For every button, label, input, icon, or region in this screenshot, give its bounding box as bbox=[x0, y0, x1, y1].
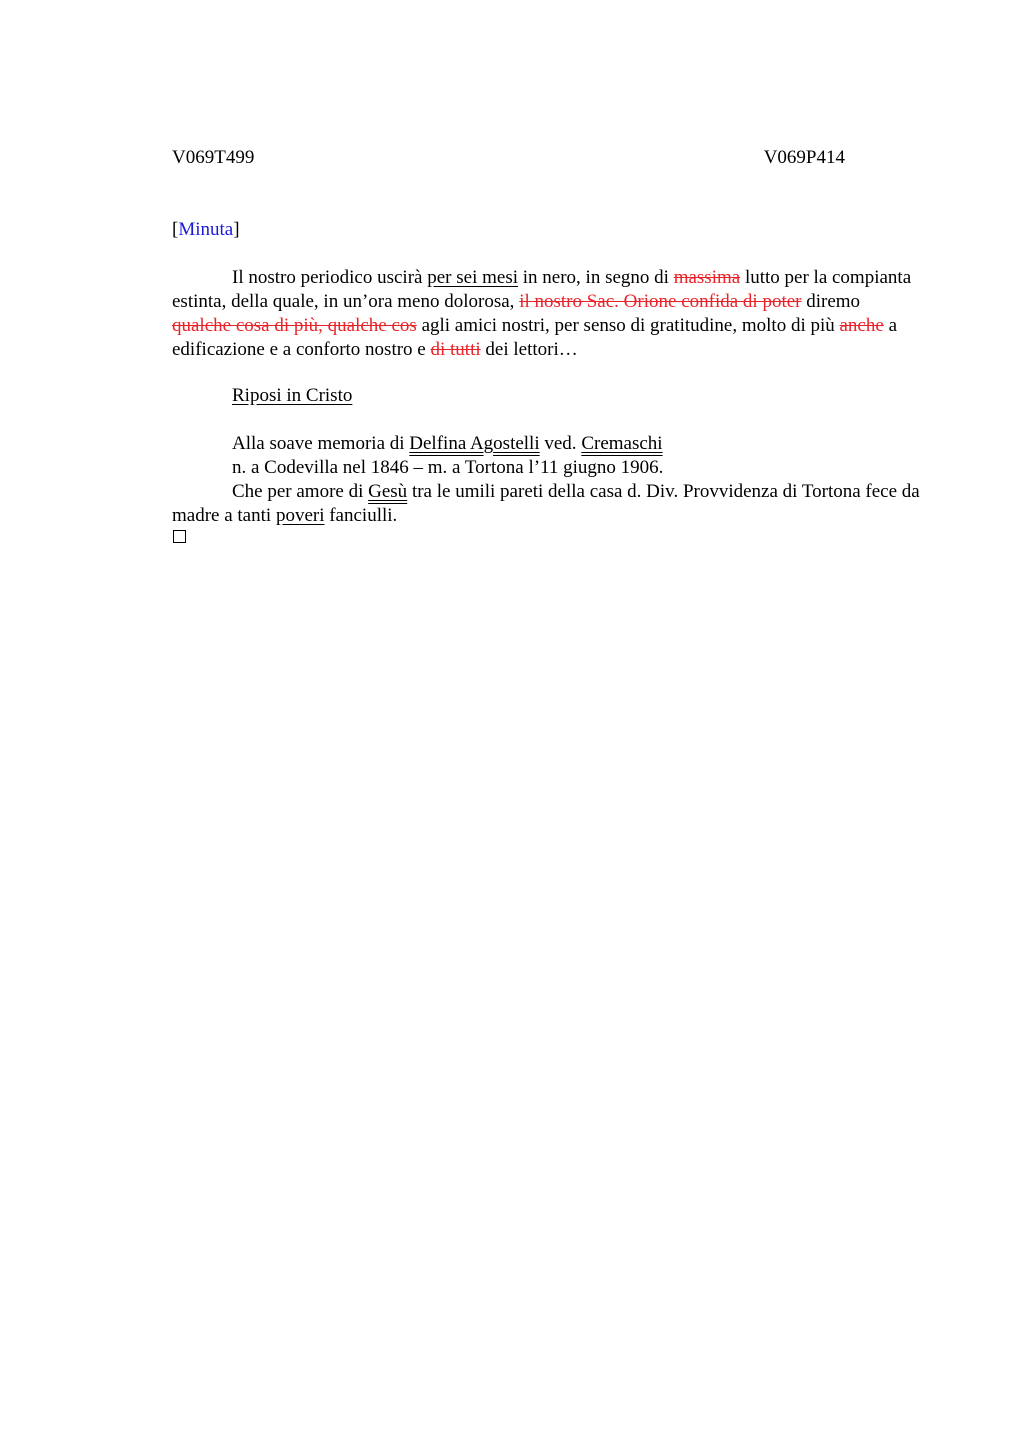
text-segment: agli amici nostri, per senso di gratitudine, molto di più bbox=[416, 315, 840, 336]
double-underlined-text: Gesù bbox=[368, 481, 408, 502]
deleted-text: massima bbox=[673, 267, 741, 288]
memorial-block bbox=[172, 432, 922, 528]
text-segment: Il nostro periodico uscirà bbox=[232, 267, 428, 288]
text-segment: Alla soave memoria di bbox=[232, 433, 410, 454]
heading-text: Riposi in Cristo bbox=[232, 385, 353, 406]
memorial-line-2: n. a Codevilla nel 1846 – m. a Tortona l’11 giugno 1906. bbox=[232, 457, 664, 478]
minuta-label-line bbox=[172, 219, 240, 241]
text-segment: tra le umili pareti della casa d. Div. Provvidenza di Tortona fece da madre a tanti bbox=[172, 481, 920, 526]
deleted-text: anche bbox=[839, 315, 884, 336]
deleted-text: di tutti bbox=[430, 339, 481, 360]
text-segment: ved. bbox=[539, 433, 582, 454]
text-segment: diremo bbox=[801, 291, 861, 312]
memorial-line-3 bbox=[172, 480, 922, 528]
text-segment: fanciulli. bbox=[324, 505, 398, 526]
underlined-text: per sei mesi bbox=[427, 267, 518, 288]
section-heading bbox=[232, 385, 352, 407]
text-segment: lutto per la compianta estinta, della quale, in un’ora meno dolorosa, bbox=[172, 267, 912, 312]
paragraph-periodico bbox=[172, 266, 922, 362]
text-segment: a edificazione e a conforto nostro e bbox=[172, 315, 897, 360]
open-bracket: [ bbox=[172, 219, 179, 240]
memorial-line-1 bbox=[172, 432, 922, 456]
close-bracket: ] bbox=[233, 219, 240, 240]
deleted-text: il nostro Sac. Orione confida di poter bbox=[519, 291, 802, 312]
square-box-icon bbox=[173, 530, 186, 543]
document-header bbox=[172, 147, 845, 169]
text-segment: in nero, in segno di bbox=[518, 267, 674, 288]
underlined-text: poveri bbox=[275, 505, 325, 526]
double-underlined-surname: Cremaschi bbox=[581, 433, 663, 454]
text-segment: dei lettori… bbox=[480, 339, 578, 360]
deleted-text: qualche cosa di più, qualche cos bbox=[172, 315, 417, 336]
text-segment: Che per amore di bbox=[232, 481, 369, 502]
header-right-code: V069P414 bbox=[763, 147, 845, 168]
minuta-label: Minuta bbox=[178, 219, 234, 240]
header-left-code: V069T499 bbox=[172, 147, 255, 168]
double-underlined-name: Delfina Agostelli bbox=[409, 433, 540, 454]
